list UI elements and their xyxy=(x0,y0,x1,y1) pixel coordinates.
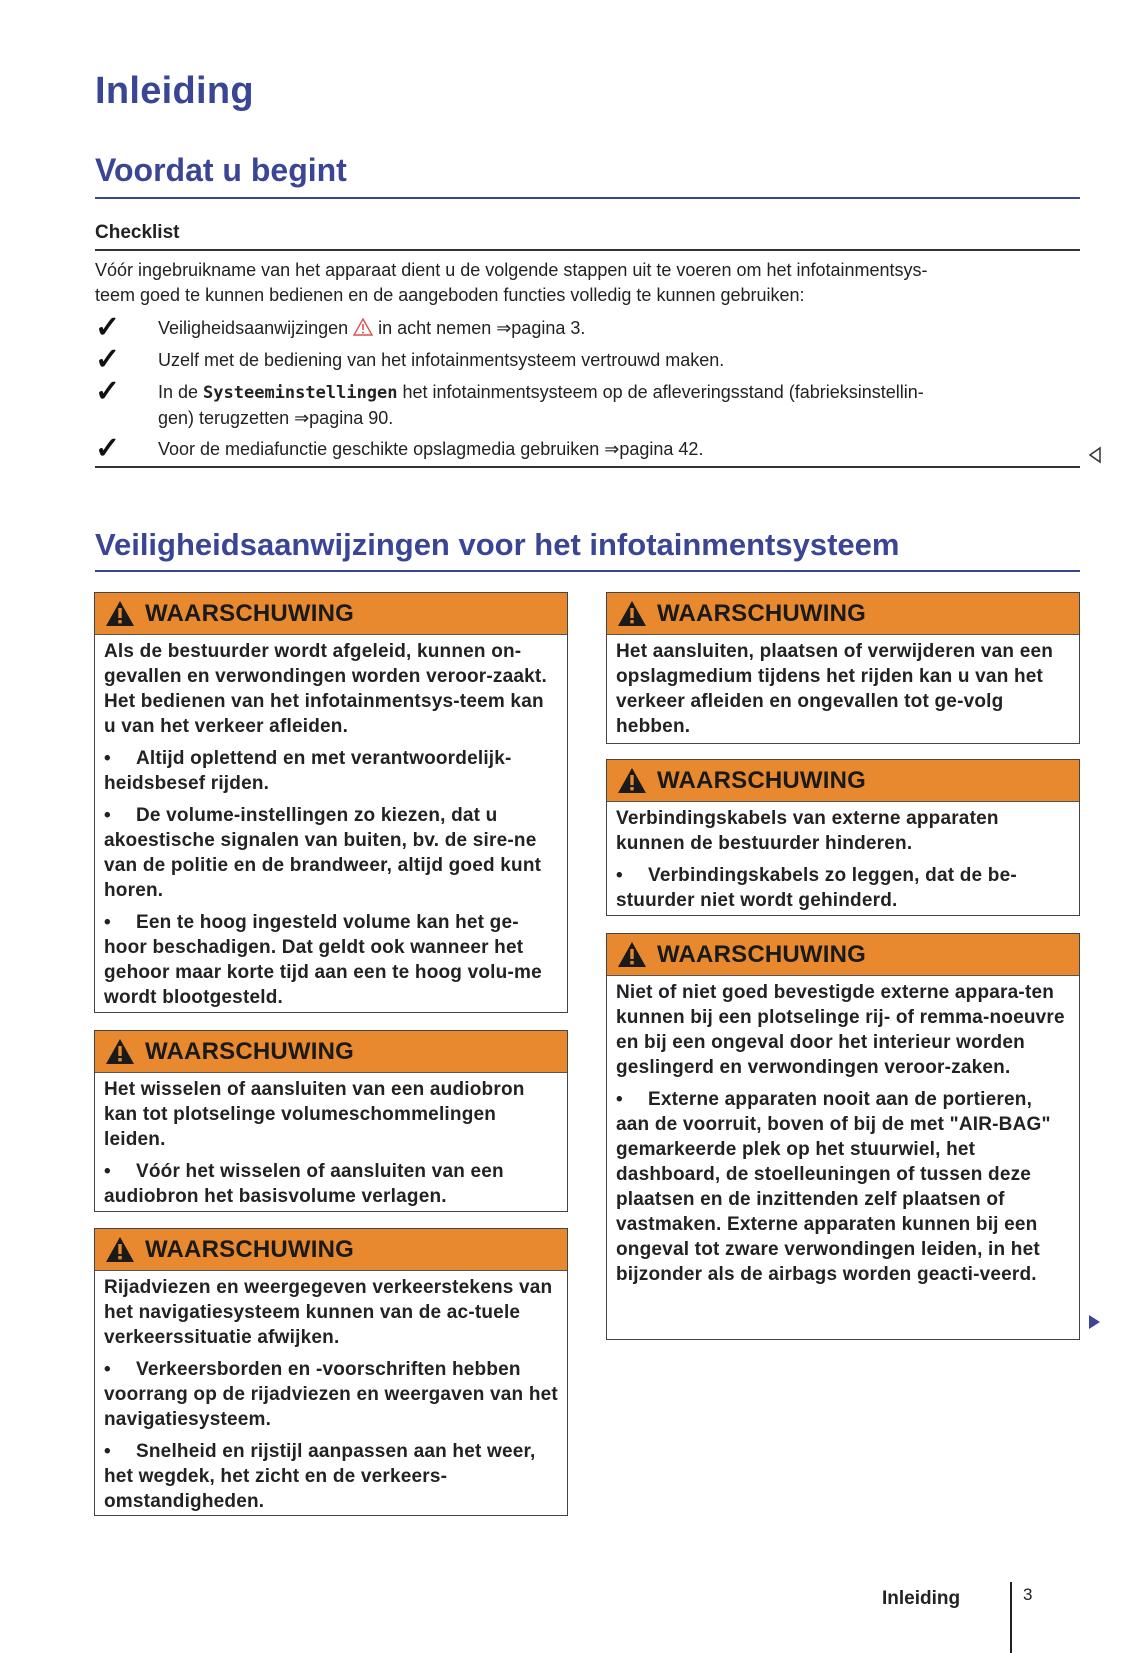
checklist-item xyxy=(95,432,1080,465)
warning-triangle-icon xyxy=(105,600,135,627)
section-title-voordat-u-begint: Voordat u begint xyxy=(95,152,347,188)
warning-bullet: • Verkeersborden en -voorschriften hebben voorrang op de rijadviezen en weergaven van het navigatiesysteem. xyxy=(104,1357,558,1432)
warning-box xyxy=(606,592,1080,744)
checklist-item: ✓ In de Systeeminstellingen het infotainmentsysteem op de afleveringsstand (fabrieksinstellin- gen) terugzetten ⇒pagina 90. xyxy=(95,375,924,428)
continued-arrow-icon xyxy=(1086,1312,1102,1332)
section-rule xyxy=(95,197,1080,199)
warning-bullet: • Vóór het wisselen of aansluiten van een audiobron het basisvolume verlagen. xyxy=(104,1159,558,1209)
warning-header: WAARSCHUWING xyxy=(95,1229,567,1271)
checklist-rule xyxy=(95,249,1080,251)
checklist-item: ✓ Uzelf met de bediening van het infotainmentsysteem vertrouwd maken. xyxy=(95,343,725,376)
checklist-item: ✓ Veiligheidsaanwijzingen in acht nemen ⇒pagina 3. xyxy=(95,311,586,344)
warning-text: Het aansluiten, plaatsen of verwijderen van een opslagmedium tijdens het rijden kan u van het verkeer afleiden en ongevallen tot ge-volg hebben. xyxy=(616,641,1054,737)
warning-header: WAARSCHUWING xyxy=(607,593,1079,635)
warning-box xyxy=(94,592,568,1013)
page-reference-link[interactable]: Voor de mediafunctie geschikte opslagmedia gebruiken ⇒pagina 42. xyxy=(158,439,704,459)
intro-paragraph xyxy=(95,258,1080,308)
warning-header: WAARSCHUWING xyxy=(607,934,1079,976)
warning-triangle-icon xyxy=(353,318,373,336)
checkmark-icon: ✓ xyxy=(95,343,121,376)
warning-bullet: • De volume-instellingen zo kiezen, dat u akoestische signalen van buiten, bv. de sire-ne van de politie en de brandweer, altijd goed kunt horen. xyxy=(104,803,558,903)
footer-chapter-label: Inleiding xyxy=(882,1588,961,1609)
warning-text: Als de bestuurder wordt afgeleid, kunnen on-gevallen en verwondingen worden veroor-zaakt. Het bedienen van het infotainmentsys-teem kan u van het verkeer afleiden. xyxy=(104,641,547,737)
warning-text: Niet of niet goed bevestigde externe appara-ten kunnen bij een plotselinge rij- of remma-noeuvre en bij een ongeval door het interieur worden geslingerd en verwondingen veroor-zaken. xyxy=(616,982,1065,1078)
warning-text: Rijadviezen en weergegeven verkeerstekens van het navigatiesysteem kunnen van de ac-tuele verkeerssituatie afwijken. xyxy=(104,1277,553,1348)
section-title-veiligheidsaanwijzingen: Veiligheidsaanwijzingen voor het infotainmentsysteem xyxy=(95,527,900,562)
warning-text: Het wisselen of aansluiten van een audiobron kan tot plotselinge volumeschommelingen leiden. xyxy=(104,1079,525,1150)
checkmark-icon: ✓ xyxy=(95,311,121,344)
warning-triangle-icon xyxy=(617,941,647,968)
warning-bullet: • Altijd oplettend en met verantwoordelijk-heidsbesef rijden. xyxy=(104,746,558,796)
warning-triangle-icon xyxy=(105,1038,135,1065)
menu-name-systeeminstellingen: Systeeminstellingen xyxy=(203,383,398,403)
warning-header: WAARSCHUWING xyxy=(95,1031,567,1073)
warning-triangle-icon xyxy=(617,767,647,794)
warning-bullet: • Een te hoog ingesteld volume kan het ge-hoor beschadigen. Dat geldt ook wanneer het gehoor maar korte tijd aan een te hoog volu-me wordt blootgesteld. xyxy=(104,910,558,1010)
page-reference-link[interactable]: gen) terugzetten ⇒pagina 90. xyxy=(158,408,394,428)
warning-triangle-icon xyxy=(617,600,647,627)
checklist-subtitle: Checklist xyxy=(95,222,180,243)
warning-header: WAARSCHUWING xyxy=(607,760,1079,802)
footer-divider xyxy=(1010,1582,1012,1653)
intro-line-1: Vóór ingebruikname van het apparaat dient u de volgende stappen uit te voeren om het infotainmentsys- xyxy=(95,260,928,280)
warning-bullet: • Externe apparaten nooit aan de portieren, aan de voorruit, boven of bij de met "AIR-BAG" gemarkeerde plek op het stuurwiel, het dashboard, de stoelleuningen of tussen deze plaatsen en de inzittenden zelf plaatsen of vastmaken. Externe apparaten kunnen bij een ongeval tot zware verwondingen leiden, in het bijzonder als de airbags worden geacti-veerd. xyxy=(616,1087,1070,1287)
page-reference-link[interactable]: in acht nemen ⇒pagina 3. xyxy=(373,318,586,338)
warning-bullet: • Verbindingskabels zo leggen, dat de be-stuurder niet wordt gehinderd. xyxy=(616,863,1070,913)
warning-text: Verbindingskabels van externe apparaten kunnen de bestuurder hinderen. xyxy=(616,808,999,854)
checklist-bottom-rule xyxy=(95,466,1080,468)
intro-line-2: teem goed te kunnen bedienen en de aangeboden functies volledig te kunnen gebruiken: xyxy=(95,285,805,305)
section-end-marker-icon xyxy=(1087,445,1103,465)
checkmark-icon: ✓ xyxy=(95,432,121,465)
warning-box xyxy=(606,759,1080,916)
section-rule xyxy=(95,570,1080,572)
warning-triangle-icon xyxy=(105,1236,135,1263)
warning-bullet: • Snelheid en rijstijl aanpassen aan het weer, het wegdek, het zicht en de verkeers-omstandigheden. xyxy=(104,1439,558,1514)
warning-box xyxy=(94,1030,568,1212)
footer-page-number: 3 xyxy=(1023,1585,1033,1604)
warning-box xyxy=(94,1228,568,1516)
checkmark-icon: ✓ xyxy=(95,375,121,408)
chapter-title: Inleiding xyxy=(95,70,254,112)
warning-header: WAARSCHUWING xyxy=(95,593,567,635)
warning-box xyxy=(606,933,1080,1340)
